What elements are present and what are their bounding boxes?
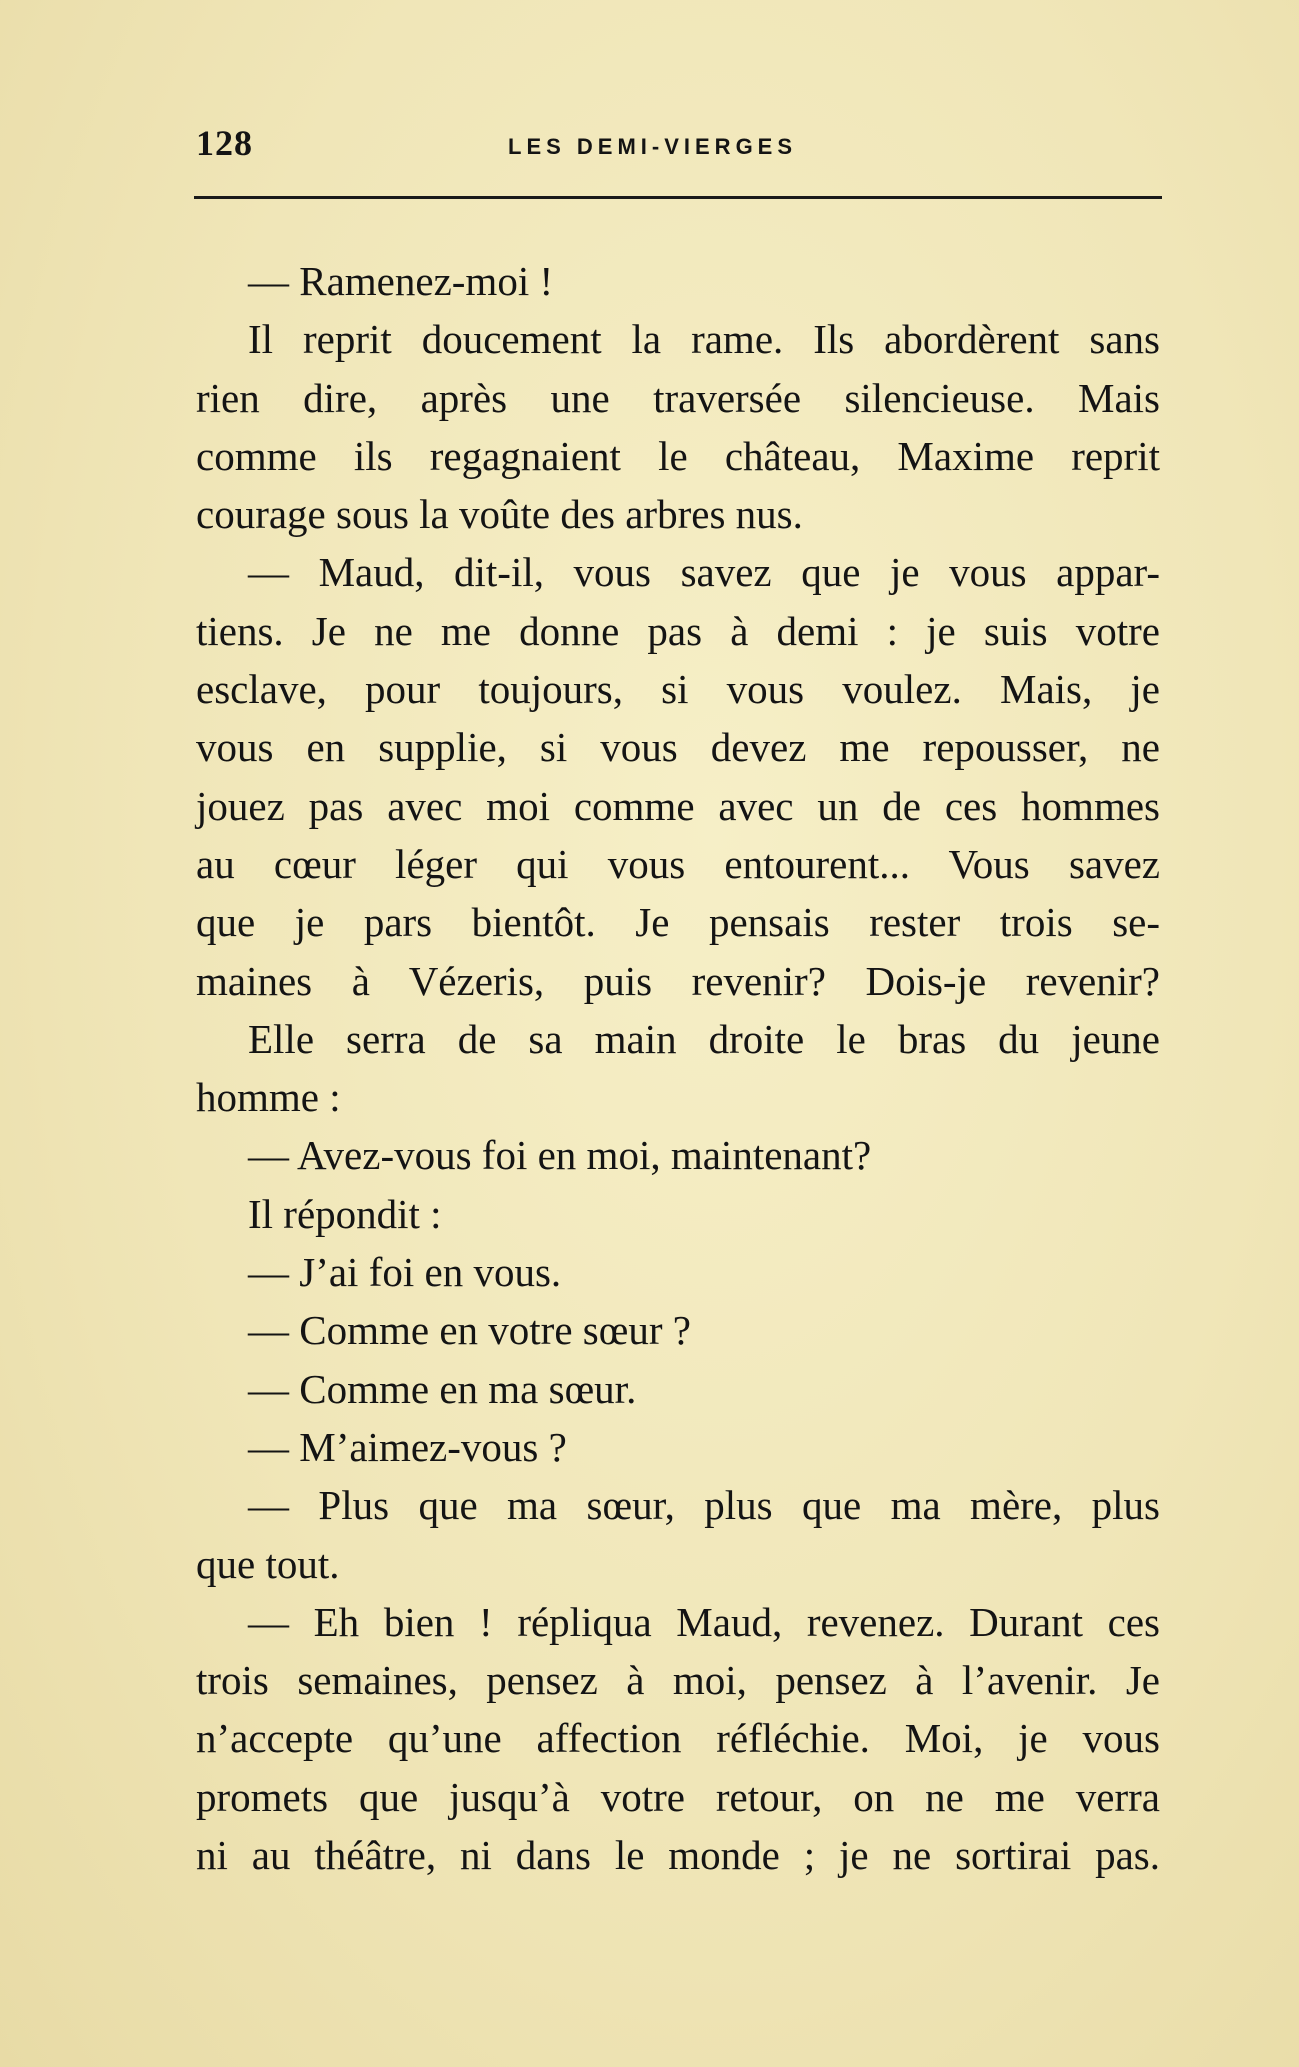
text-line: Il répondit :	[248, 1190, 442, 1237]
body-text	[196, 252, 1160, 1884]
text-line: ni au théâtre, ni dans le monde ; je ne sortirai pas.	[196, 1832, 1160, 1879]
text-line: que je pars bientôt. Je pensais rester trois se-	[196, 899, 1160, 946]
header-rule	[194, 196, 1162, 199]
text-line: Il reprit doucement la rame. Ils abordèrent sans	[248, 316, 1160, 363]
text-line: que tout.	[196, 1540, 340, 1587]
text-line: — Comme en ma sœur.	[248, 1365, 637, 1412]
text-line: comme ils regagnaient le château, Maxime reprit	[196, 432, 1160, 479]
text-line: vous en supplie, si vous devez me repousser, ne	[196, 724, 1160, 771]
text-line: rien dire, après une traversée silencieuse. Mais	[196, 374, 1160, 421]
text-line: au cœur léger qui vous entourent... Vous savez	[196, 840, 1160, 887]
page-header	[196, 122, 1160, 182]
text-line: maines à Vézeris, puis revenir? Dois-je revenir?	[196, 957, 1160, 1004]
text-line: — Eh bien ! répliqua Maud, revenez. Durant ces	[248, 1598, 1160, 1645]
text-line: courage sous la voûte des arbres nus.	[196, 491, 803, 538]
text-line: — Avez-vous foi en moi, maintenant?	[248, 1132, 872, 1179]
text-line: esclave, pour toujours, si vous voulez. Mais, je	[196, 666, 1160, 713]
running-title: LES DEMI-VIERGES	[508, 134, 798, 159]
text-line: jouez pas avec moi comme avec un de ces hommes	[196, 782, 1160, 829]
text-line: tiens. Je ne me donne pas à demi : je suis votre	[196, 607, 1160, 654]
text-line: — J’ai foi en vous.	[248, 1249, 562, 1296]
page-number: 128	[196, 123, 253, 163]
text-line: promets que jusqu’à votre retour, on ne me verra	[196, 1773, 1160, 1820]
text-line: Elle serra de sa main droite le bras du jeune	[248, 1015, 1160, 1062]
text-line: — Comme en votre sœur ?	[248, 1307, 691, 1354]
text-line: — M’aimez-vous ?	[248, 1423, 567, 1470]
text-line: — Ramenez-moi !	[248, 258, 554, 304]
text-line: — Plus que ma sœur, plus que ma mère, plus	[248, 1482, 1160, 1529]
text-line: homme :	[196, 1074, 341, 1121]
text-line: n’accepte qu’une affection réfléchie. Moi, je vous	[196, 1715, 1160, 1762]
text-line: — Maud, dit-il, vous savez que je vous appar-	[248, 549, 1160, 596]
text-line: trois semaines, pensez à moi, pensez à l’avenir. Je	[196, 1657, 1160, 1704]
